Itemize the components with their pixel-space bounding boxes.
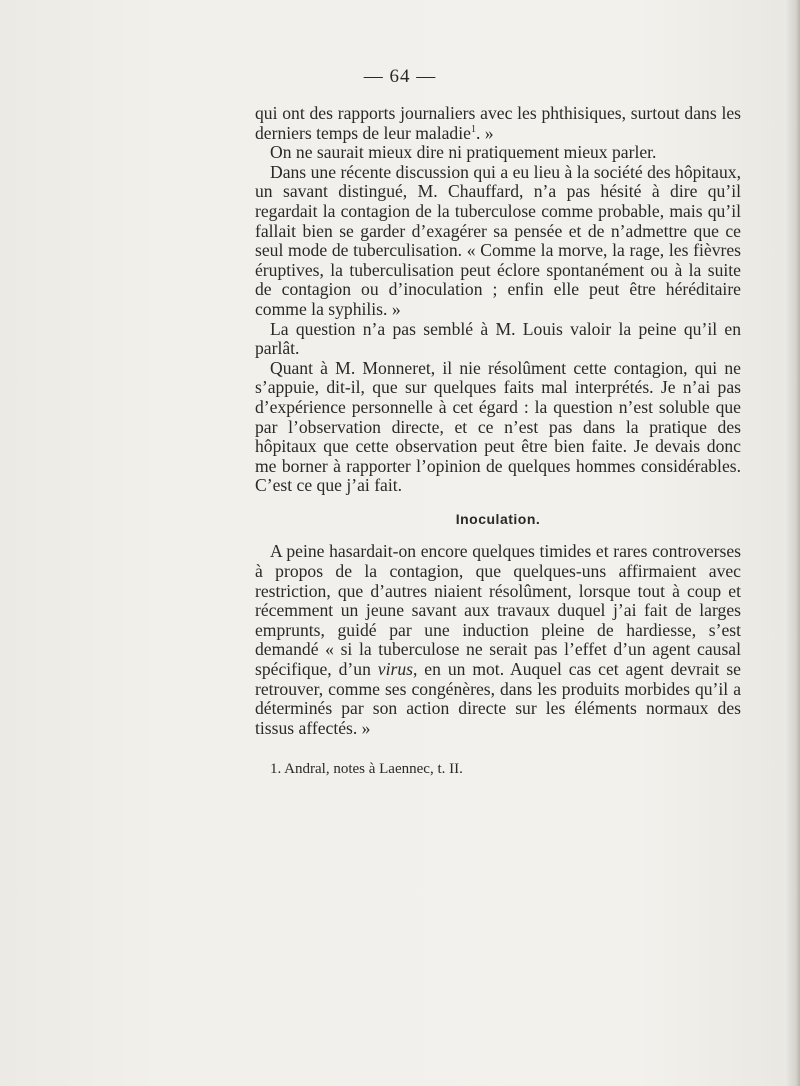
paragraph-text: qui ont des rapports journaliers avec les phthisiques, surtout dans les derniers temps de leur maladie — [255, 103, 741, 143]
paragraph-continuation — [255, 104, 741, 143]
closing-quote: . » — [475, 122, 494, 143]
paragraph: On ne saurait mieux dire ni pratiquement mieux parler. — [270, 142, 657, 163]
paragraph: Quant à M. Monneret, il nie résolûment cette contagion, qui ne s’appuie, dit-il, que sur quelques faits mal interprétés. Je n’ai pas d’expérience personnelle à cet égard : la question n’est soluble que par l’observation directe, et ce n’est pas dans la pratique des hôpitaux que cette observation peut être bien faite. Je devais donc me borner à rapporter l’opinion de quelques hommes considérables. C’est ce que j’ai fait. — [255, 357, 741, 496]
section-heading: Inoculation. — [455, 510, 541, 527]
main-text — [255, 104, 741, 738]
footnote: 1. Andral, notes à Laennec, t. II. — [270, 761, 463, 777]
italic-term: virus — [377, 659, 413, 680]
page-edge-shadow — [786, 0, 800, 1086]
paragraph-text: , en un mot. Auquel cas cet agent devrait se retrouver, comme ses congénères, dans les produits morbides qu’il a déterminés par son action directe sur les éléments normaux des tissus affectés. » — [255, 659, 741, 738]
footnote-mark: 1 — [470, 123, 476, 135]
page-number: — 64 — — [363, 66, 437, 87]
paragraph-text: A peine hasardait-on encore quelques timides et rares controverses à propos de la contagion, que quelques-uns affirmaient avec restriction, que d’autres niaient résolûment, lorsque tout à coup et récemment un jeune savant aux travaux duquel j’ai fait de larges emprunts, guidé par une induction pleine de hardiesse, s’est demandé « si la tuberculose ne serait pas l’effet d’un agent causal spécifique, d’un — [255, 541, 741, 680]
paragraph: Dans une récente discussion qui a eu lieu à la société des hôpitaux, un savant distingué, M. Chauffard, n’a pas hésité à dire qu’il regardait la contagion de la tuberculose comme probable, mais qu’il fallait bien se garder d’exagérer sa pensée et de n’admettre que ce seul mode de tuberculisation. « Comme la morve, la rage, les fièvres éruptives, la tuberculisation peut éclore spontanément ou à la suite de contagion ou d’inoculation ; enfin elle peut être héréditaire comme la syphilis. » — [255, 161, 741, 319]
paragraph-inoculation — [255, 542, 741, 738]
paragraph: La question n’a pas semblé à M. Louis valoir la peine qu’il en parlât. — [255, 318, 741, 359]
